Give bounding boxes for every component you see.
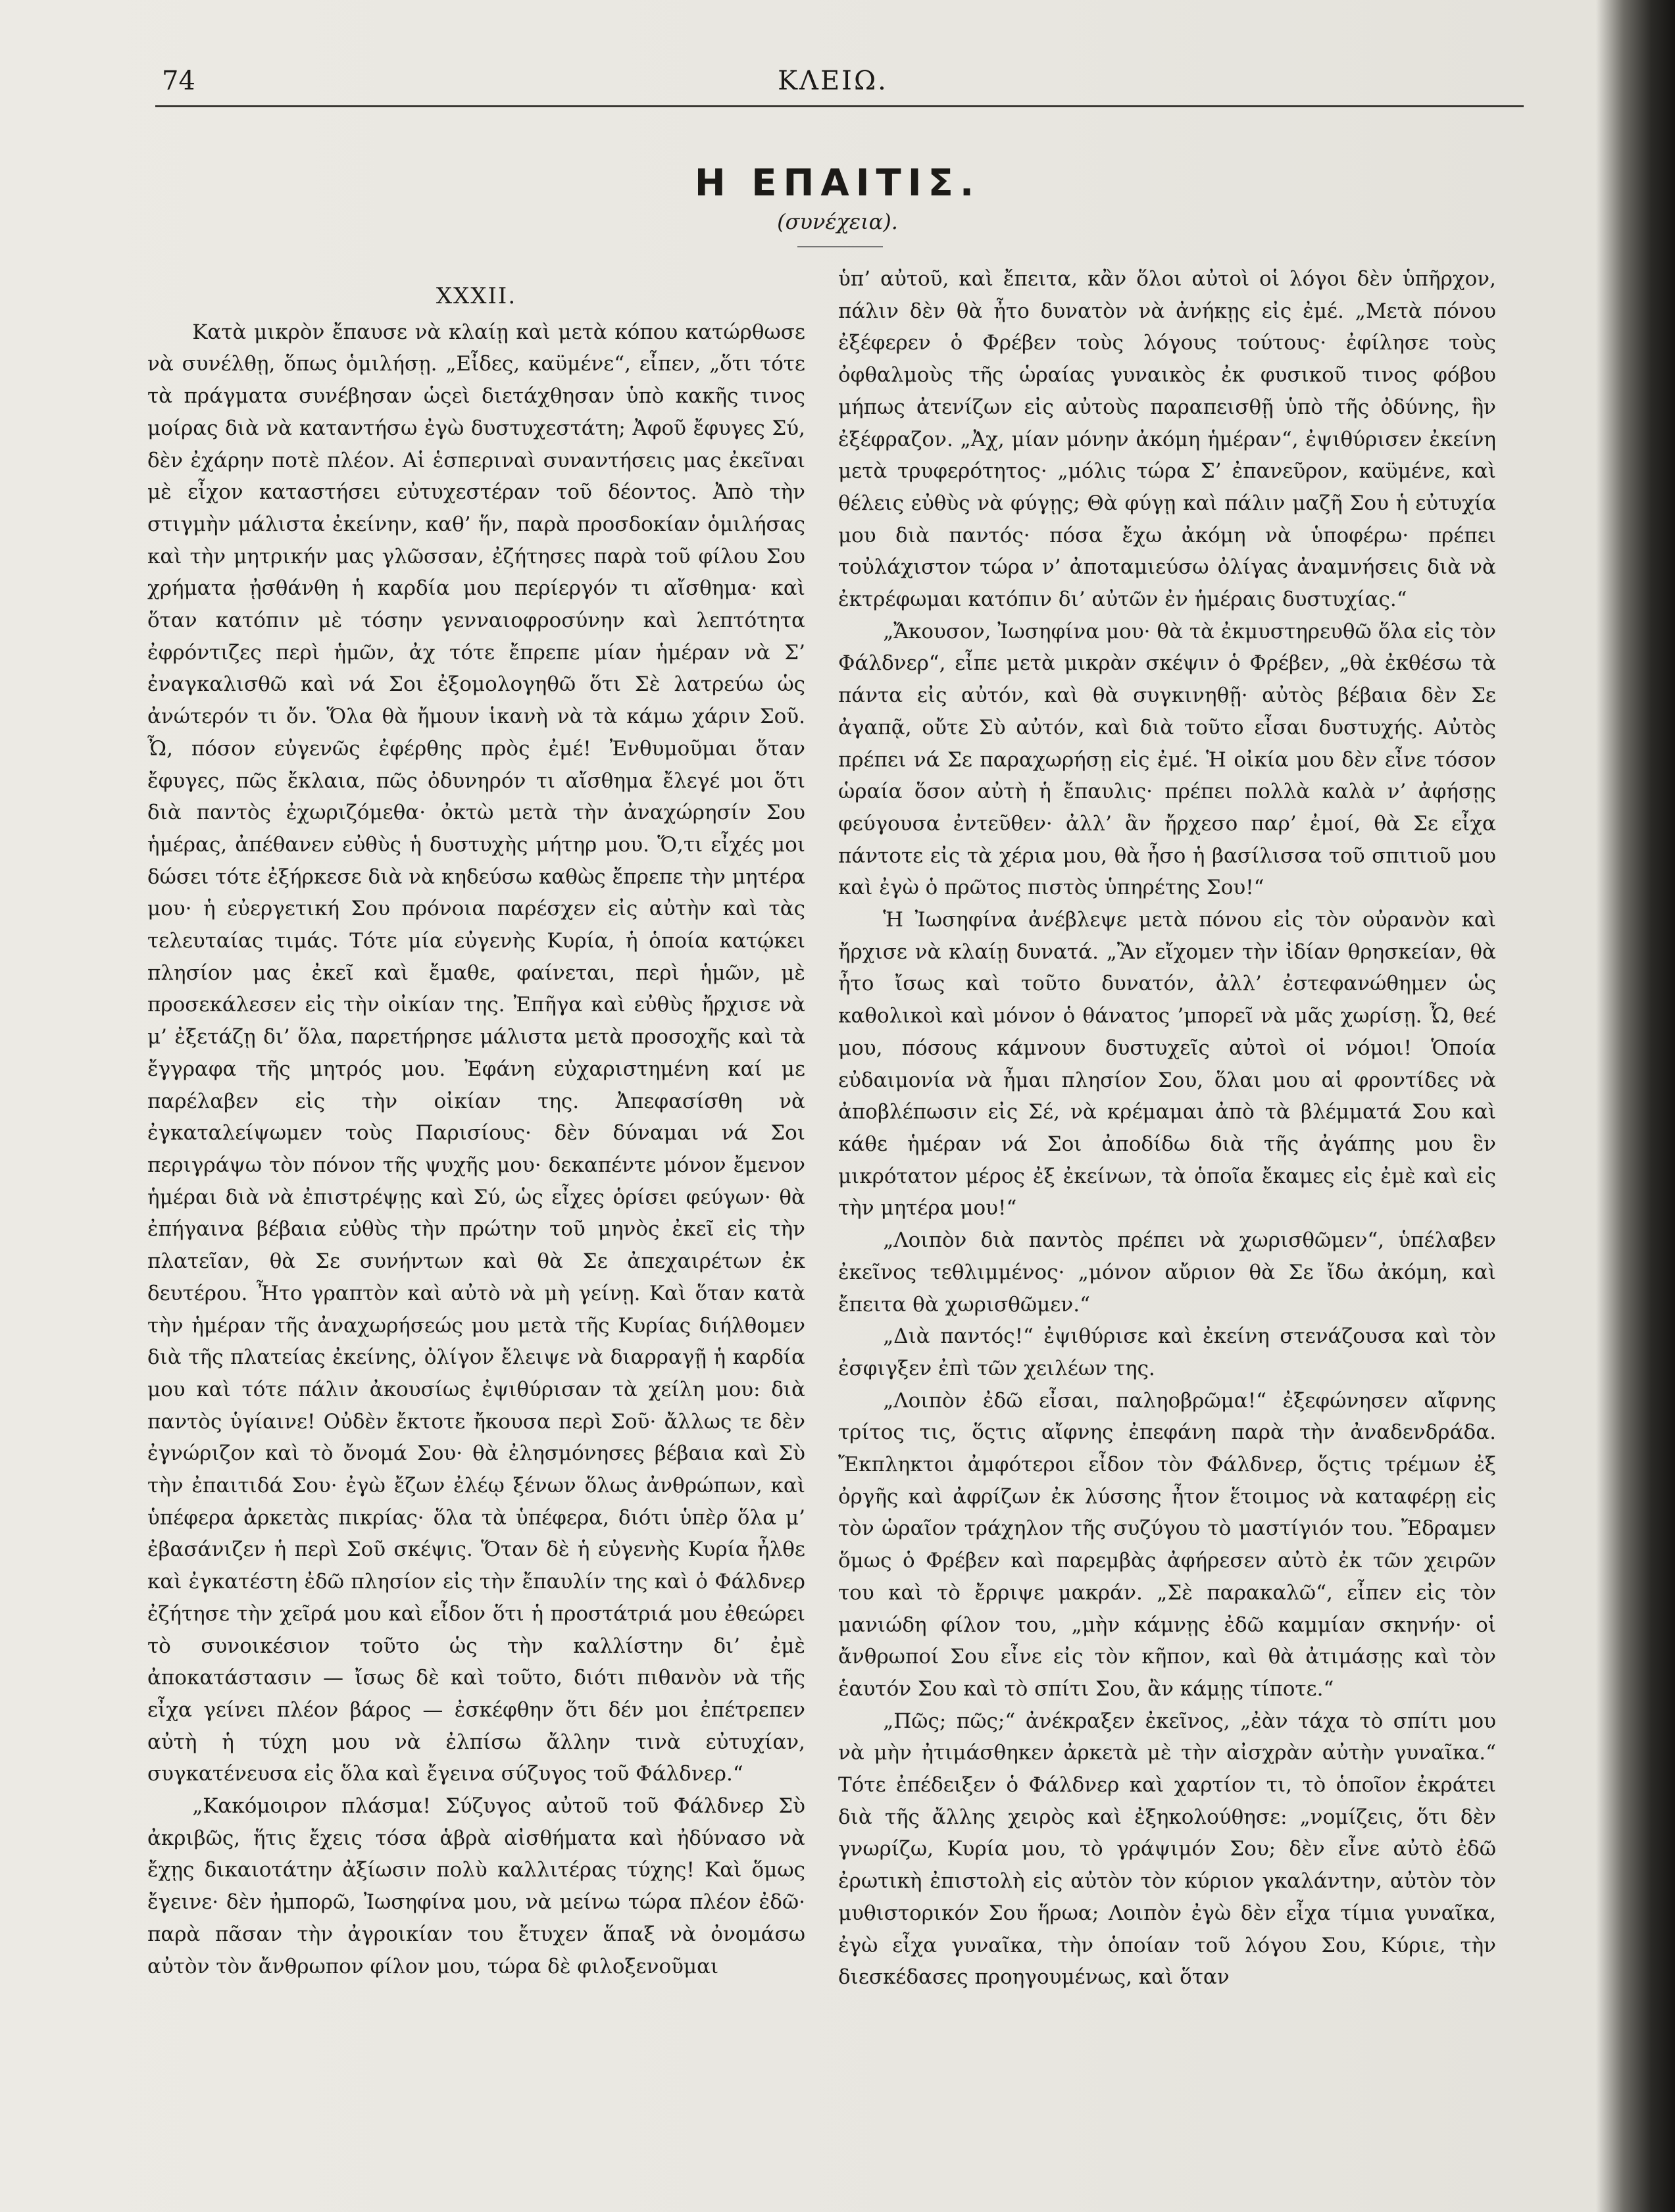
paragraph: Κατὰ μικρὸν ἔπαυσε νὰ κλαίῃ καὶ μετὰ κόπου κατώρθωσε νὰ συνέλθῃ, ὅπως ὁμιλήσῃ. „Εἶδες, καϋμένε“, εἶπεν, „ὅτι τότε τὰ πράγματα συνέβησαν ὡςεὶ διετάχθησαν ὑπὸ κακῆς τινος μοίρας διὰ νὰ καταντήσω ἐγὼ δυστυχεστάτη; Ἀφοῦ ἔφυγες Σύ, δὲν ἐχάρην ποτὲ πλέον. Αἱ ἑσπεριναὶ συναντήσεις μας ἐκεῖναι μὲ εἶχον καταστήσει εὐτυχεστέραν τοῦ δέοντος. Ἀπὸ τὴν στιγμὴν μάλιστα ἐκείνην, καθ’ ἥν, παρὰ προσδοκίαν ὁμιλήσας καὶ τὴν μητρικήν μας γλῶσσαν, ἐζήτησες παρὰ τοῦ φίλου Σου χρήματα ᾐσθάνθη ἡ καρδία μου περίεργόν τι αἴσθημα· καὶ ὅταν κατόπιν μὲ τόσην γενναιοφροσύνην καὶ λεπτότητα ἐφρόντιζες περὶ ἡμῶν, ἀχ τότε ἔπρεπε μίαν ἡμέραν νὰ Σ’ ἐναγκαλισθῶ καὶ νά Σοι ἐξομολογηθῶ ὅτι Σὲ λατρεύω ὡς ἀνώτερόν τι ὄν. Ὅλα θὰ ἤμουν ἱκανὴ νὰ τὰ κάμω χάριν Σοῦ. Ὦ, πόσον εὐγενῶς ἐφέρθης πρὸς ἐμέ! Ἐνθυμοῦμαι ὅταν ἔφυγες, πῶς ἔκλαια, πῶς ὀδυνηρόν τι αἴσθημα ἔλεγέ μοι ὅτι διὰ παντὸς ἐχωριζόμεθα· ὀκτὼ μετὰ τὴν ἀναχώρησίν Σου ἡμέρας, ἀπέθανεν εὐθὺς ἡ δυστυχὴς μήτηρ μου. Ὅ,τι εἶχές μοι δώσει τότε ἐξήρκεσε διὰ νὰ κηδεύσω καθὼς ἔπρεπε τὴν μητέρα μου· ἡ εὐεργετική Σου πρόνοια παρέσχεν εἰς αὐτὴν καὶ τὰς τελευταίας τιμάς. Τότε μία εὐγενὴς Κυρία, ἡ ὁποία κατῴκει πλησίον μας ἐκεῖ καὶ ἔμαθε, φαίνεται, περὶ ἡμῶν, μὲ προσεκάλεσεν εἰς τὴν οἰκίαν της. Ἐπῆγα καὶ εὐθὺς ἤρχισε νὰ μ’ ἐξετάζῃ δι’ ὅλα, παρετήρησε μάλιστα μετὰ προσοχῆς καὶ τὰ ἔγγραφα τῆς μητρός μου. Ἐφάνη εὐχαριστημένη καί με παρέλαβεν εἰς τὴν οἰκίαν της. Ἀπεφασίσθη νὰ ἐγκαταλείψωμεν τοὺς Παρισίους· δὲν δύναμαι νά Σοι περιγράψω τὸν πόνον τῆς ψυχῆς μου· δεκαπέντε μόνον ἔμενον ἡμέραι διὰ νὰ ἐπιστρέψῃς καὶ Σύ, ὡς εἶχες ὁρίσει φεύγων· θὰ ἐπήγαινα βέβαια εὐθὺς τὴν πρώτην τοῦ μηνὸς ἐκεῖ εἰς τὴν πλατεῖαν, θὰ Σε συνήντων καὶ θὰ Σε ἀπεχαιρέτων ἐκ δευτέρου. Ἦτο γραπτὸν καὶ αὐτὸ νὰ μὴ γείνῃ. Καὶ ὅταν κατὰ τὴν ἡμέραν τῆς ἀναχωρήσεώς μου μετὰ τῆς Κυρίας διήλθομεν διὰ τῆς πλατείας ἐκείνης, ὀλίγον ἔλειψε νὰ διαρραγῇ ἡ καρδία μου καὶ τότε πάλιν ἀκουσίως ἐψιθύρισαν τὰ χείλη μου: διὰ παντὸς ὑγίαινε! Οὐδὲν ἔκτοτε ἤκουσα περὶ Σοῦ· ἄλλως τε δὲν ἐγνώριζον καὶ τὸ ὄνομά Σου· θὰ ἐλησμόνησες βέβαια καὶ Σὺ τὴν ἐπαιτιδά Σου· ἐγὼ ἔζων ἐλέῳ ξένων ὅλως ἀνθρώπων, καὶ ὑπέφερα ἀρκετὰς πικρίας· ὅλα τὰ ὑπέφερα, διότι ὑπὲρ ὅλα μ’ ἐβασάνιζεν ἡ περὶ Σοῦ σκέψις. Ὅταν δὲ ἡ εὐγενὴς Κυρία ἦλθε καὶ ἐγκατέστη ἐδῶ πλησίον εἰς τὴν ἔπαυλίν της καὶ ὁ Φάλδνερ ἐζήτησε τὴν χεῖρά μου καὶ εἶδον ὅτι ἡ προστάτριά μου ἐθεώρει τὸ συνοικέσιον τοῦτο ὡς τὴν καλλίστην δι’ ἐμὲ ἀποκατάστασιν — ἴσως δὲ καὶ τοῦτο, διότι πιθανὸν νὰ τῆς εἶχα γείνει πλέον βάρος — ἐσκέφθην ὅτι δέν μοι ἐπέτρεπεν αὐτὴ ἡ τύχη μου νὰ ἐλπίσω ἄλλην τινὰ εὐτυχίαν, συγκατένευσα εἰς ὅλα καὶ ἔγεινα σύζυγος τοῦ Φάλδνερ.“ — [147, 320, 805, 1786]
paragraph: „Λοιπὸν διὰ παντὸς πρέπει νὰ χωρισθῶμεν“, ὑπέλαβεν ἐκεῖνος τεθλιμμένος· „μόνον αὔριον θὰ Σε ἴδω ἀκόμη, καὶ ἔπειτα θὰ χωρισθῶμεν.“ — [838, 1228, 1496, 1317]
paragraph: „Λοιπὸν ἐδῶ εἶσαι, παληοβρῶμα!“ ἐξεφώνησεν αἴφνης τρίτος τις, ὅςτις αἴφνης ἐπεφάνη παρὰ τὴν ἀναδενδράδα. Ἔκπληκτοι ἀμφότεροι εἶδον τὸν Φάλδνερ, ὅςτις τρέμων ἐξ ὀργῆς καὶ ἀφρίζων ἐκ λύσσης ἦτον ἕτοιμος νὰ καταφέρῃ εἰς τὸν ὡραῖον τράχηλον τῆς συζύγου τὸ μαστίγιόν του. Ἔδραμεν ὅμως ὁ Φρέβεν καὶ παρεμβὰς ἀφήρεσεν αὐτὸ ἐκ τῶν χειρῶν του καὶ τὸ ἔρριψε μακράν. „Σὲ παρακαλῶ“, εἶπεν εἰς τὸν μανιώδη φίλον του, „μὴν κάμνῃς ἐδῶ καμμίαν σκηνήν· οἱ ἄνθρωποί Σου εἶνε εἰς τὸν κῆπον, καὶ θὰ ἀτιμάσῃς καὶ τὸν ἑαυτόν Σου καὶ τὸ σπίτι Σου, ἂν κάμῃς τίποτε.“ — [838, 1388, 1496, 1701]
page-number: 74 — [162, 66, 195, 96]
paragraph: ὑπ’ αὐτοῦ, καὶ ἔπειτα, κἂν ὅλοι αὐτοὶ οἱ λόγοι δὲν ὑπῆρχον, πάλιν δὲν θὰ ἦτο δυνατὸν νὰ ἀνήκῃς εἰς ἐμέ. „Μετὰ πόνου ἐξέφερεν ὁ Φρέβεν τοὺς λόγους τούτους· ἐφίλησε τοὺς ὀφθαλμοὺς τῆς ὡραίας γυναικὸς ἐκ φυσικοῦ τινος φόβου μήπως ἀτενίζων εἰς αὐτοὺς παραπεισθῇ ὑπὸ τῆς ὀδύνης, ἣν ἐξέφραζον. „Ἀχ, μίαν μόνην ἀκόμη ἡμέραν“, ἐψιθύρισεν ἐκείνη μετὰ τρυφερότητος· „μόλις τώρα Σ’ ἐπανεῦρον, καϋμένε, καὶ θέλεις εὐθὺς νὰ φύγῃς; Θὰ φύγῃ καὶ πάλιν μαζῆ Σου ἡ εὐτυχία μου διὰ παντός· πόσα ἔχω ἀκόμη νὰ ὑποφέρω· πρέπει τοὐλάχιστον τώρα ν’ ἀποταμιεύσω ὀλίγας ἀναμνήσεις διὰ νὰ ἐκτρέφωμαι κατόπιν δι’ αὐτῶν ἐν ἡμέραις δυστυχίας.“ — [838, 267, 1496, 612]
left-column — [147, 280, 805, 2188]
paragraph: „Ἄκουσον, Ἰωσηφίνα μου· θὰ τὰ ἐκμυστηρευθῶ ὅλα εἰς τὸν Φάλδνερ“, εἶπε μετὰ μικρὰν σκέψιν ὁ Φρέβεν, „θὰ ἐκθέσω τὰ πάντα εἰς αὐτόν, καὶ θὰ συγκινηθῇ· αὐτὸς βέβαια δὲν Σε ἀγαπᾷ, οὔτε Σὺ αὐτόν, καὶ διὰ τοῦτο εἶσαι δυστυχής. Αὐτὸς πρέπει νά Σε παραχωρήσῃ εἰς ἐμέ. Ἡ οἰκία μου δὲν εἶνε τόσον ὡραία ὅσον αὐτὴ ἡ ἔπαυλις· πρέπει πολλὰ καλὰ ν’ ἀφήσῃς φεύγουσα ἐντεῦθεν· ἀλλ’ ἂν ἤρχεσο παρ’ ἐμοί, θὰ Σε εἶχα πάντοτε εἰς τὰ χέρια μου, θὰ ἦσο ἡ βασίλισσα τοῦ σπιτιοῦ μου καὶ ἐγὼ ὁ πρῶτος πιστὸς ὑπηρέτης Σου!“ — [838, 619, 1496, 900]
article-title: Η ΕΠΑΙΤΙΣ. — [694, 162, 981, 205]
right-column — [838, 263, 1496, 2171]
paragraph: „Πῶς; πῶς;“ ἀνέκραξεν ἐκεῖνος, „ἐὰν τάχα τὸ σπίτι μου νὰ μὴν ἠτιμάσθηκεν ἀρκετὰ μὲ τὴν αἰσχρὰν αὐτὴν γυναῖκα.“ Τότε ἐπέδειξεν ὁ Φάλδνερ καὶ χαρτίον τι, τὸ ὁποῖον ἐκράτει διὰ τῆς ἄλλης χειρὸς καὶ ἐξηκολούθησε: „νομίζεις, ὅτι δὲν γνωρίζω, Κυρία μου, τὸ γράψιμόν Σου; δὲν εἶνε αὐτὸ ἐδῶ ἐρωτικὴ ἐπιστολὴ εἰς αὐτὸν τὸν κύριον γκαλάντην, αὐτὸν τὸν μυθιστορικόν Σου ἥρωα; Λοιπὸν ἐγὼ δὲν εἶχα τίμια γυναῖκα, ἐγὼ εἶχα γυναῖκα, τὴν ὁποίαν τοῦ λόγου Σου, Κύριε, τὴν διεσκέδασες προηγουμένως, καὶ ὅταν — [838, 1709, 1496, 1990]
header-rule — [155, 105, 1524, 107]
running-title: ΚΛΕΙΩ. — [778, 66, 888, 96]
page-header — [155, 61, 1511, 100]
paragraph: „Διὰ παντός!“ ἐψιθύρισε καὶ ἐκείνη στενάζουσα καὶ τὸν ἐσφιγξεν ἐπὶ τῶν χειλέων της. — [838, 1324, 1496, 1380]
section-number: XXXII. — [436, 283, 517, 309]
paragraph: Ἡ Ἰωσηφίνα ἀνέβλεψε μετὰ πόνου εἰς τὸν οὐρανὸν καὶ ἤρχισε νὰ κλαίῃ δυνατά. „Ἂν εἴχομεν τὴν ἰδίαν θρησκείαν, θὰ ἦτο ἴσως καὶ τοῦτο δυνατόν, ἀλλ’ ἐστεφανώθημεν ὡς καθολικοὶ καὶ μόνον ὁ θάνατος ’μπορεῖ νὰ μᾶς χωρίσῃ. Ὦ, θεέ μου, πόσους κάμνουν δυστυχεῖς αὐτοὶ οἱ νόμοι! Ὁποία εὐδαιμονία νὰ ἦμαι πλησίον Σου, ὅλαι μου αἱ φροντίδες νὰ ἀποβλέπωσιν εἰς Σέ, νὰ κρέμαμαι ἀπὸ τὰ βλέμματά Σου καὶ κάθε ἡμέραν νά Σοι ἀποδίδω διὰ τῆς ἀγάπης μου ἓν μικρότατον μέρος ἐξ ἐκείνων, τὰ ὁποῖα ἔκαμες εἰς ἐμὲ καὶ εἰς τὴν μητέρα μου!“ — [838, 908, 1496, 1220]
page-edge-shadow — [1596, 0, 1675, 2212]
article-subtitle: (συνέχεια). — [777, 209, 898, 234]
subtitle-rule — [797, 246, 883, 247]
paragraph: „Κακόμοιρον πλάσμα! Σύζυγος αὐτοῦ τοῦ Φάλδνερ Σὺ ἀκριβῶς, ἥτις ἔχεις τόσα ἁβρὰ αἰσθήματα καὶ ἠδύνασο νὰ ἔχῃς δικαιοτάτην ἀξίωσιν πολὺ καλλιτέρας τύχης! Καὶ ὅμως ἔγεινε· δὲν ἠμπορῶ, Ἰωσηφίνα μου, νὰ μείνω τώρα πλέον ἐδῶ· παρὰ πᾶσαν τὴν ἀγροικίαν του ἔτυχεν ἅπαξ νὰ ὀνομάσω αὐτὸν τὸν ἄνθρωπον φίλον μου, τώρα δὲ φιλοξενοῦμαι — [147, 1794, 805, 1978]
